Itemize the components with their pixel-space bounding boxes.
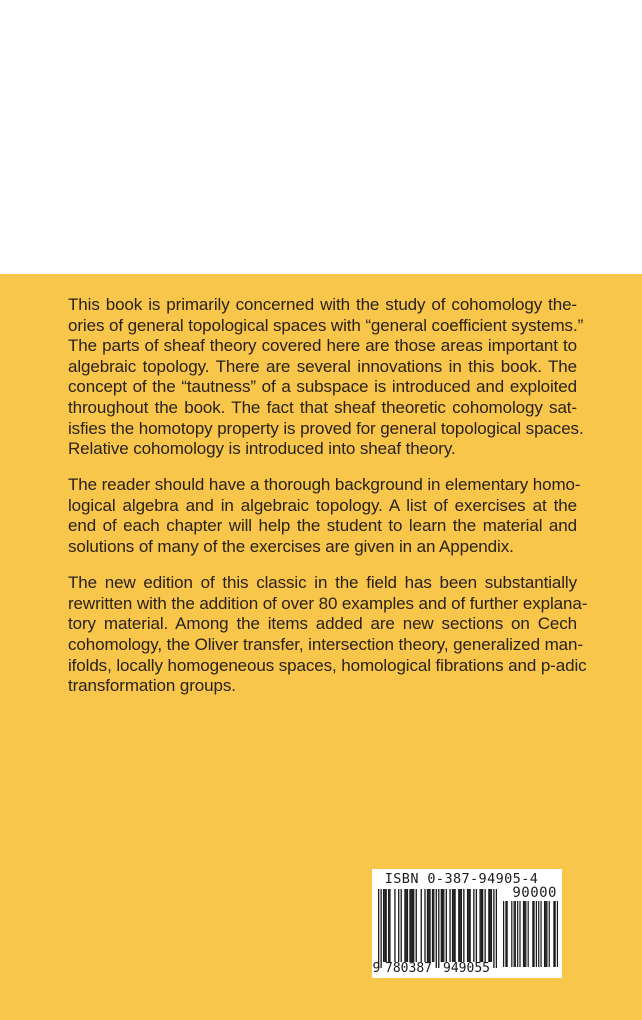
synopsis (0, 274, 642, 697)
text-line: logical algebra and in algebraic topology. A list of exercises at the (68, 495, 577, 515)
text-line: rewritten with the addition of over 80 examples and of further explana- (68, 593, 588, 613)
paragraph (68, 295, 584, 460)
text-line: cohomology, the Oliver transfer, intersection theory, generalized man- (68, 634, 583, 654)
text-line: ories of general topological spaces with “general coefficient systems.” (68, 315, 584, 335)
text-line: transformation groups. (68, 676, 236, 696)
text-line: tory material. Among the items added are new sections on Cech (68, 614, 577, 634)
barcode-panel (372, 869, 562, 978)
ean13-barcode (378, 889, 497, 968)
text-line: end of each chapter will help the student to learn the material and (68, 516, 577, 536)
barcode-bars (503, 901, 558, 967)
text-line: concept of the “tautness” of a subspace is introduced and exploited (68, 377, 577, 397)
text-line: Relative cohomology is introduced into sheaf theory. (68, 439, 456, 459)
ean-first-digit: 9 (372, 961, 381, 976)
paragraph (68, 573, 588, 697)
text-line: throughout the book. The fact that sheaf theoretic cohomology sat- (68, 397, 577, 417)
text-line: The new edition of this classic in the field has been substantially (68, 573, 577, 593)
paragraph (68, 475, 581, 557)
text-line: The reader should have a thorough background in elementary homo- (68, 475, 581, 495)
ean5-supplement-barcode (503, 901, 558, 967)
ean-left-group-digits: 780387 (385, 961, 432, 976)
text-line: ifolds, locally homogeneous spaces, homological fibrations and p-adic (68, 655, 587, 675)
isbn-label: ISBN 0-387-94905-4 (384, 871, 539, 887)
text-line: The parts of sheaf theory covered here are those areas important to (68, 336, 577, 356)
price-code-label: 90000 (512, 885, 557, 901)
text-line: solutions of many of the exercises are given in an Appendix. (68, 537, 514, 557)
text-line: isfies the homotopy property is proved for general topological spaces. (68, 418, 584, 438)
cover-top-blank-area (0, 0, 642, 274)
isbn-digits-row (372, 962, 562, 978)
barcode-bars (378, 889, 497, 968)
ean-right-group-digits: 949055 (443, 961, 490, 976)
text-line: algebraic topology. There are several innovations in this book. The (68, 356, 577, 376)
text-line: This book is primarily concerned with the study of cohomology the- (68, 295, 577, 314)
